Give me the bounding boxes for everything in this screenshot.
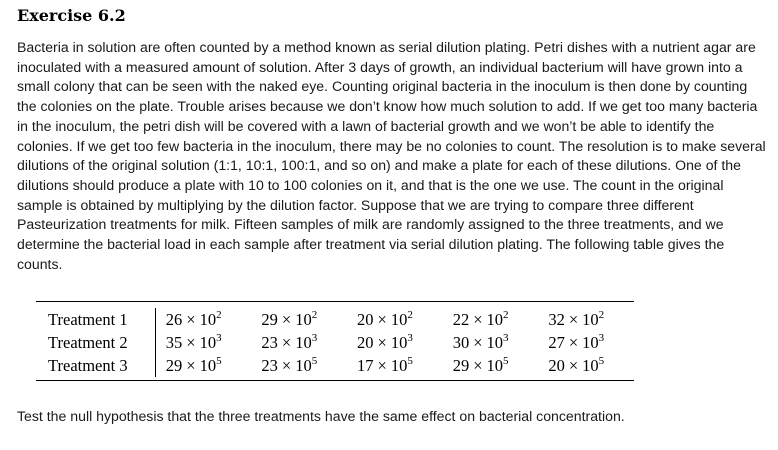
counts-table [36,301,634,381]
count-coefficient: 32 [548,309,565,329]
power-base: 10 [486,309,503,329]
question-text: Test the null hypothesis that the three treatments have the same effect on bacterial concentration. [17,408,625,424]
count-cell [443,331,539,354]
count-cell [251,308,347,331]
power-exponent: 5 [598,354,605,367]
power-exponent: 2 [598,308,605,321]
power-base: 10 [390,309,408,329]
count-cell [538,308,634,331]
problem-paragraph: Bacteria in solution are often counted by a method known as serial dilution plating. Petri dishes with a nutrient agar are inoculated with a measured amount of solution. After 3 days of growth, an individual bacterium will have grown into a small colony that can be seen with the naked eye. Counting original bacteria in the inoculum is then done by counting the colonies on the plate. Trouble arises because we don’t know how much solution to add. If we get too many bacteria in the inoculum, the petri dish will be covered with a lawn of bacterial growth and we won’t be able to identify the colonies. If we get too few bacteria in the inoculum, there may be no colonies to count. The resolution is to make several dilutions of the original solution (1:1, 10:1, 100:1, and so on) and make a plate for each of these dilutions. One of the dilutions should produce a plate with 10 to 100 colonies on it, and that is the one we use. The count in the original sample is obtained by multiplying by the dilution factor. Suppose that we are trying to compare three different Pasteurization treatments for milk. Fifteen samples of milk are randomly assigned to the three treatments, and we determine the bacterial load in each sample after treatment via serial dilution plating. The following table gives the counts. [17,39,766,272]
power-base: 10 [582,355,599,375]
times-symbol: × [473,309,483,329]
row-label: Treatment 3 [36,354,155,377]
count-coefficient: 35 [165,332,183,352]
power-exponent: 2 [503,308,509,321]
power-exponent: 3 [311,331,318,344]
exercise-title: Exercise 6.2 [17,6,126,25]
power-exponent: 3 [503,331,509,344]
count-coefficient: 22 [452,309,470,329]
count-cell [443,308,539,331]
table-row [36,354,634,377]
power-exponent: 5 [216,354,222,367]
times-symbol: × [377,332,387,352]
count-coefficient: 23 [261,332,278,352]
power-exponent: 3 [216,331,222,344]
times-symbol: × [568,309,579,329]
count-coefficient: 23 [261,355,278,375]
times-symbol: × [281,332,292,352]
count-coefficient: 30 [452,332,470,352]
power-base: 10 [486,332,503,352]
power-base: 10 [199,332,217,352]
count-coefficient: 20 [548,355,565,375]
row-label: Treatment 2 [36,331,155,354]
power-exponent: 2 [311,308,318,321]
count-cell [155,354,251,377]
count-cell [155,308,251,331]
times-symbol: × [186,355,196,375]
power-base: 10 [295,355,312,375]
count-coefficient: 26 [165,309,183,329]
power-base: 10 [199,355,217,375]
power-base: 10 [582,309,599,329]
row-label: Treatment 1 [36,308,155,331]
table-row [36,331,634,354]
count-cell [251,331,347,354]
times-symbol: × [568,332,579,352]
count-cell [347,331,443,354]
power-exponent: 5 [311,354,318,367]
count-cell [155,331,251,354]
times-symbol: × [281,355,292,375]
count-coefficient: 29 [165,355,183,375]
power-exponent: 2 [407,308,413,321]
count-cell [347,308,443,331]
times-symbol: × [281,309,292,329]
count-cell [538,354,634,377]
count-cell [347,354,443,377]
times-symbol: × [473,332,483,352]
times-symbol: × [186,309,196,329]
power-exponent: 5 [503,354,509,367]
times-symbol: × [377,309,387,329]
count-coefficient: 29 [452,355,470,375]
count-coefficient: 20 [357,332,374,352]
power-base: 10 [295,332,312,352]
times-symbol: × [186,332,196,352]
table-row [36,308,634,331]
power-base: 10 [390,355,408,375]
power-exponent: 3 [598,331,605,344]
count-coefficient: 27 [548,332,565,352]
power-exponent: 3 [407,331,413,344]
times-symbol: × [473,355,483,375]
count-coefficient: 29 [261,309,278,329]
power-base: 10 [486,355,503,375]
times-symbol: × [377,355,387,375]
power-base: 10 [295,309,312,329]
times-symbol: × [568,355,579,375]
count-cell [443,354,539,377]
power-exponent: 5 [407,354,413,367]
count-cell [538,331,634,354]
power-base: 10 [390,332,408,352]
count-coefficient: 20 [357,309,374,329]
count-cell [251,354,347,377]
counts-table-grid [36,308,634,377]
power-base: 10 [199,309,217,329]
count-coefficient: 17 [357,355,374,375]
power-exponent: 2 [216,308,222,321]
power-base: 10 [582,332,599,352]
